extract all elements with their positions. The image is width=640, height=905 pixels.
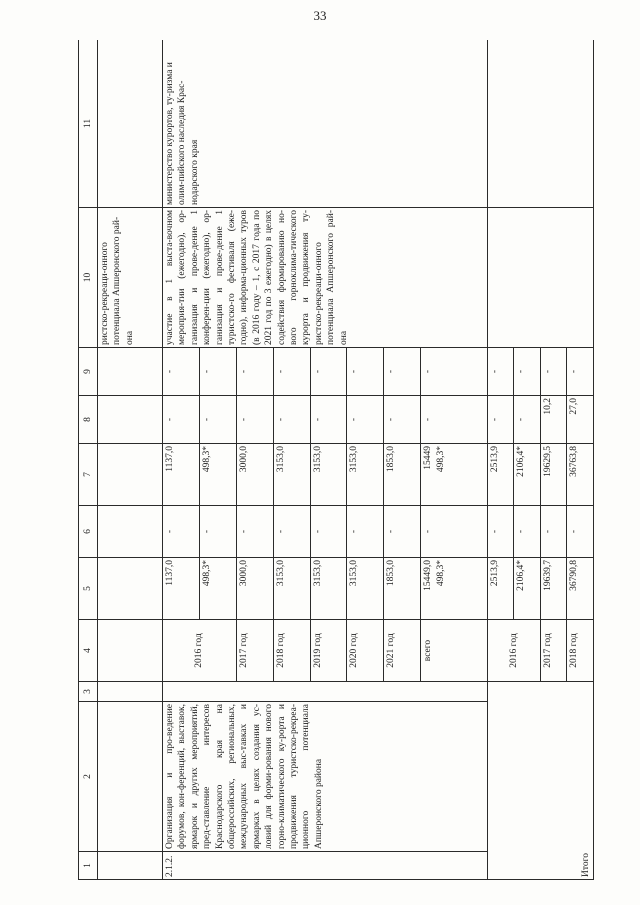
col-num: 11 xyxy=(79,40,98,208)
table-row: 2020 год 3153,0 - 3153,0 - - xyxy=(347,40,384,880)
program-table xyxy=(78,40,594,880)
total-cell: 1137,0 xyxy=(163,558,200,620)
row-name: Организация и про-ведение форумов, кон-ференций, выставок, ярмарок и других мероприятий, пред-ставление интересов Краснодарского края на общероссийских, региональных, международных выс-тавках и ярмарках в целях создания ус-ловий для форми-рования нового горно-климатического ку-рорта и продвижения туристско-рекреа-ционного потенциала Апшеронского района xyxy=(163,702,488,852)
executor-text: министерство курортов, ту-ризма и олим-пийского наследия Крас-нодарского края xyxy=(163,40,488,208)
table-wrapper xyxy=(78,40,594,880)
col-num: 5 xyxy=(79,558,98,620)
rotated-table-area xyxy=(78,40,594,880)
col-num: 2 xyxy=(79,702,98,852)
table-row: 498,3* - 498,3* - - xyxy=(199,40,236,880)
table-row: 2.1.2. Организация и про-ведение форумов, кон-ференций, выставок, ярмарок и других мероприятий, пред-ставление интересов Краснодарского края на общероссийских, региональных, международных выс-тавках и ярмарках в целях создания ус-ловий для форми-рования нового горно-климатического ку-рорта и продвижения туристско-рекреа-ционного потенциала Апшеронского района 2016 год 1137,0 - 1137,0 - - участие в 1 выста-вочном мероприя-тии (ежегодно), ор-ганизация и прове-дение 1 конферен-ции (ежегодно), ор-ганизация и прове-дение 1 туристско-го фестиваля (еже-годно), информа-ционных туров (в 2016 году – 1, с 2017 года по 2021 год по 3 ежегодно) в целях содействия формированию но-вого горноклима-тического курорта и продвижения ту-ристско-рекреаци-онного потенциала Апшеронского рай-она министерство курортов, ту-ризма и олим-пийского наследия Крас-нодарского края xyxy=(163,40,200,880)
col-num: 8 xyxy=(79,396,98,444)
col-num: 3 xyxy=(79,682,98,702)
column-number-row xyxy=(79,40,98,880)
col-num: 9 xyxy=(79,348,98,396)
table-row: всего 15449,0 498,3* - 15449 498,3* - - xyxy=(421,40,488,880)
result-text: участие в 1 выста-вочном мероприя-тии (ежегодно), ор-ганизация и прове-дение 1 конферен-ции (ежегодно), ор-ганизация и прове-дение 1 туристско-го фестиваля (еже-годно), информа-ционных туров (в 2016 году – 1, с 2017 года по 2021 год по 3 ежегодно) в целях содействия формированию но-вого горноклима-тического курорта и продвижения ту-ристско-рекреаци-онного потенциала Апшеронского рай-она xyxy=(163,208,488,348)
col-num: 1 xyxy=(79,852,98,880)
itogo-row: Итого 2016 год 2513,9 - 2513,9 - - xyxy=(487,40,513,880)
col-num: 4 xyxy=(79,620,98,682)
col-num: 7 xyxy=(79,444,98,506)
continuation-row xyxy=(98,40,163,880)
table-row: 2019 год 3153,0 - 3153,0 - - xyxy=(310,40,347,880)
itogo-label: Итого xyxy=(487,682,593,880)
row-code: 2.1.2. xyxy=(163,852,488,880)
col-num: 6 xyxy=(79,506,98,558)
table-row: 2017 год 3000,0 - 3000,0 - - xyxy=(236,40,273,880)
result-continuation: ристско-рекреаци-онного потенциала Апшеронского рай-она xyxy=(98,208,163,348)
page-number: 33 xyxy=(313,8,327,23)
itogo-row: 2018 год 36790,8 - 36763,8 27,0 - xyxy=(567,40,594,880)
year-cell: 2016 год xyxy=(163,620,237,682)
itogo-row: 2017 год 19639,7 - 19629,5 10,2 - xyxy=(540,40,566,880)
table-row: 2021 год 1853,0 - 1853,0 - - xyxy=(384,40,421,880)
itogo-row: 2106,4* - 2106,4* - - xyxy=(514,40,540,880)
table-row: 2018 год 3153,0 - 3153,0 - - xyxy=(273,40,310,880)
col-num: 10 xyxy=(79,208,98,348)
